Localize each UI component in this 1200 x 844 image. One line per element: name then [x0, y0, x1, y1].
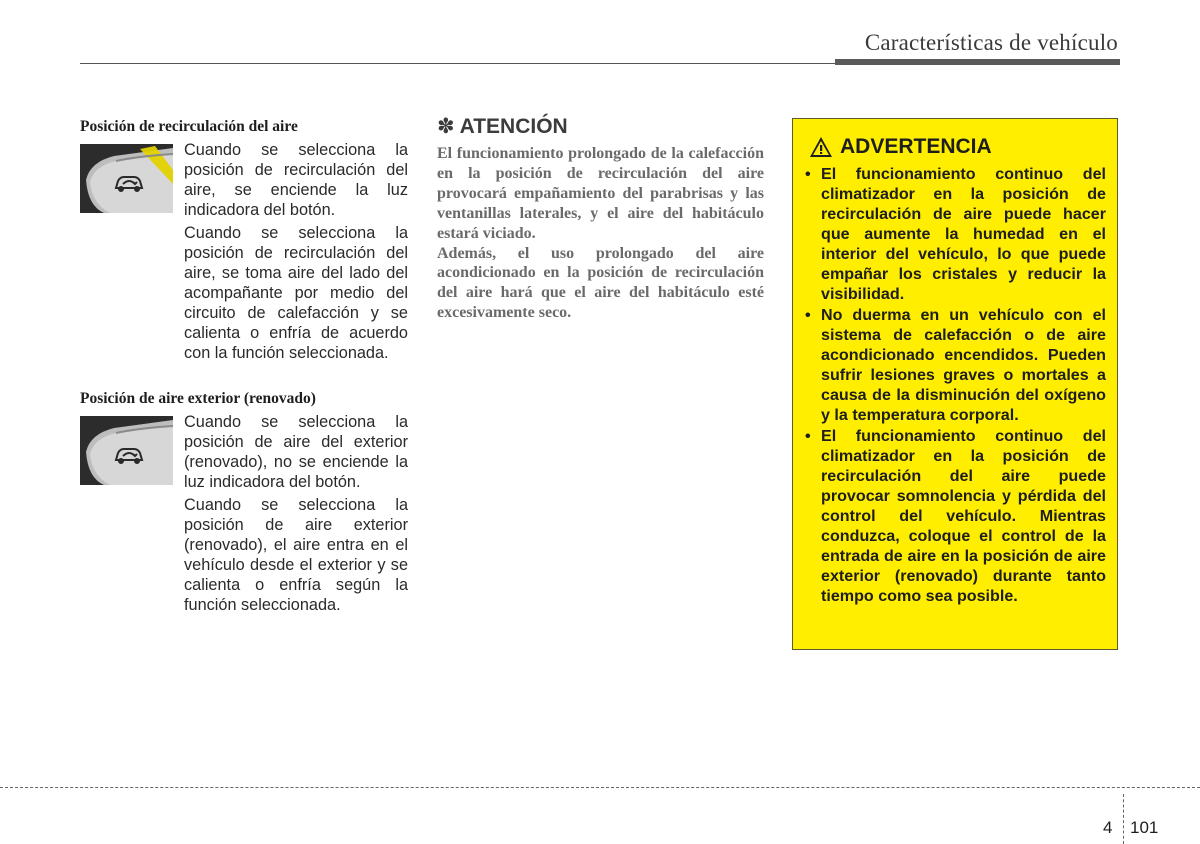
- fresh-air-button-image: [80, 416, 173, 485]
- footer-divider: [1123, 794, 1124, 844]
- recirculation-paragraph-1: Cuando se selecciona la posición de recirculación del aire, se enciende la luz indicadora del botón.: [184, 141, 408, 219]
- recirculation-button-image: [80, 144, 173, 213]
- fresh-air-paragraph-1: Cuando se selecciona la posición de aire del exterior (renovado), no se enciende la luz indicadora del botón.: [184, 413, 408, 491]
- attention-paragraph-2: Además, el uso prolongado del aire acondicionado en la posición de recirculación del aire hará que el aire del habitáculo esté excesivamente seco.: [437, 244, 764, 322]
- section-heading-recirculation: Posición de recirculación del aire: [80, 118, 298, 135]
- section-fresh-air: [80, 412, 410, 618]
- page-number: 101: [1130, 818, 1159, 837]
- chapter-number: 4: [1103, 818, 1113, 837]
- attention-title-text: ATENCIÓN: [459, 115, 568, 138]
- attention-paragraph-1: El funcionamiento prolongado de la calefacción en la posición de recirculación del aire provocará empañamiento del parabrisas y las ventanillas laterales, y el aire del habitáculo estará viciado.: [437, 145, 764, 242]
- warning-item-3: • El funcionamiento continuo del climatizador en la posición de recirculación del aire puede provocar somnolencia y pérdida del control del vehículo. Mientras conduzca, coloque el control de la entrada de aire en la posición de aire exterior (renovado) durante tanto tiempo como sea posible.: [805, 427, 1106, 605]
- warning-list: [805, 164, 1106, 606]
- warning-item-text: No duerma en un vehículo con el sistema de calefacción o de aire acondicionado encendidos. Pueden sufrir lesiones graves o mortales a causa de la disminución del oxígeno y la temperatura corporal.: [821, 306, 1106, 424]
- warning-title: [809, 133, 1106, 161]
- asterisk-icon: ✽: [437, 115, 455, 138]
- section-recirculation: [80, 140, 410, 366]
- section-heading-fresh-air: Posición de aire exterior (renovado): [80, 390, 316, 407]
- header-rule-accent: [835, 59, 1120, 65]
- warning-title-text: ADVERTENCIA: [840, 135, 992, 158]
- warning-triangle-icon: [809, 136, 833, 158]
- fresh-air-button-icon: [80, 416, 173, 485]
- footer-rule: [0, 787, 1200, 788]
- recirculation-button-icon: [80, 144, 173, 213]
- warning-item-text: El funcionamiento continuo del climatizador en la posición de recirculación del aire puede provocar somnolencia y pérdida del control del vehículo. Mientras conduzca, coloque el control de la entrada de aire en la posición de aire exterior (renovado) durante tanto tiempo como sea posible.: [821, 427, 1106, 605]
- warning-item-2: • No duerma en un vehículo con el sistema de calefacción o de aire acondicionado encendidos. Pueden sufrir lesiones graves o mortales a causa de la disminución del oxígeno y la temperatura corporal.: [805, 306, 1106, 424]
- warning-box: [792, 118, 1118, 650]
- attention-column: [437, 113, 764, 323]
- warning-item-1: • El funcionamiento continuo del climatizador en la posición de recirculación de aire puede hacer que aumente la humedad en el interior del vehículo, lo que puede empañar los cristales y reducir la visibilidad.: [805, 165, 1106, 303]
- attention-title: [437, 113, 764, 141]
- fresh-air-paragraph-2: Cuando se selecciona la posición de aire exterior (renovado), el aire entra en el vehículo desde el exterior y se calienta o enfría según la función seleccionada.: [184, 496, 408, 614]
- recirculation-paragraph-2: Cuando se selecciona la posición de recirculación del aire, se toma aire del lado del acompañante por medio del circuito de calefacción y se calienta o enfría de acuerdo con la función seleccionada.: [184, 224, 408, 362]
- left-column: [80, 117, 410, 618]
- page-header-title: Características de vehículo: [864, 30, 1118, 55]
- warning-item-text: El funcionamiento continuo del climatizador en la posición de recirculación de aire puede hacer que aumente la humedad en el interior del vehículo, lo que puede empañar los cristales y reducir la visibilidad.: [821, 165, 1106, 303]
